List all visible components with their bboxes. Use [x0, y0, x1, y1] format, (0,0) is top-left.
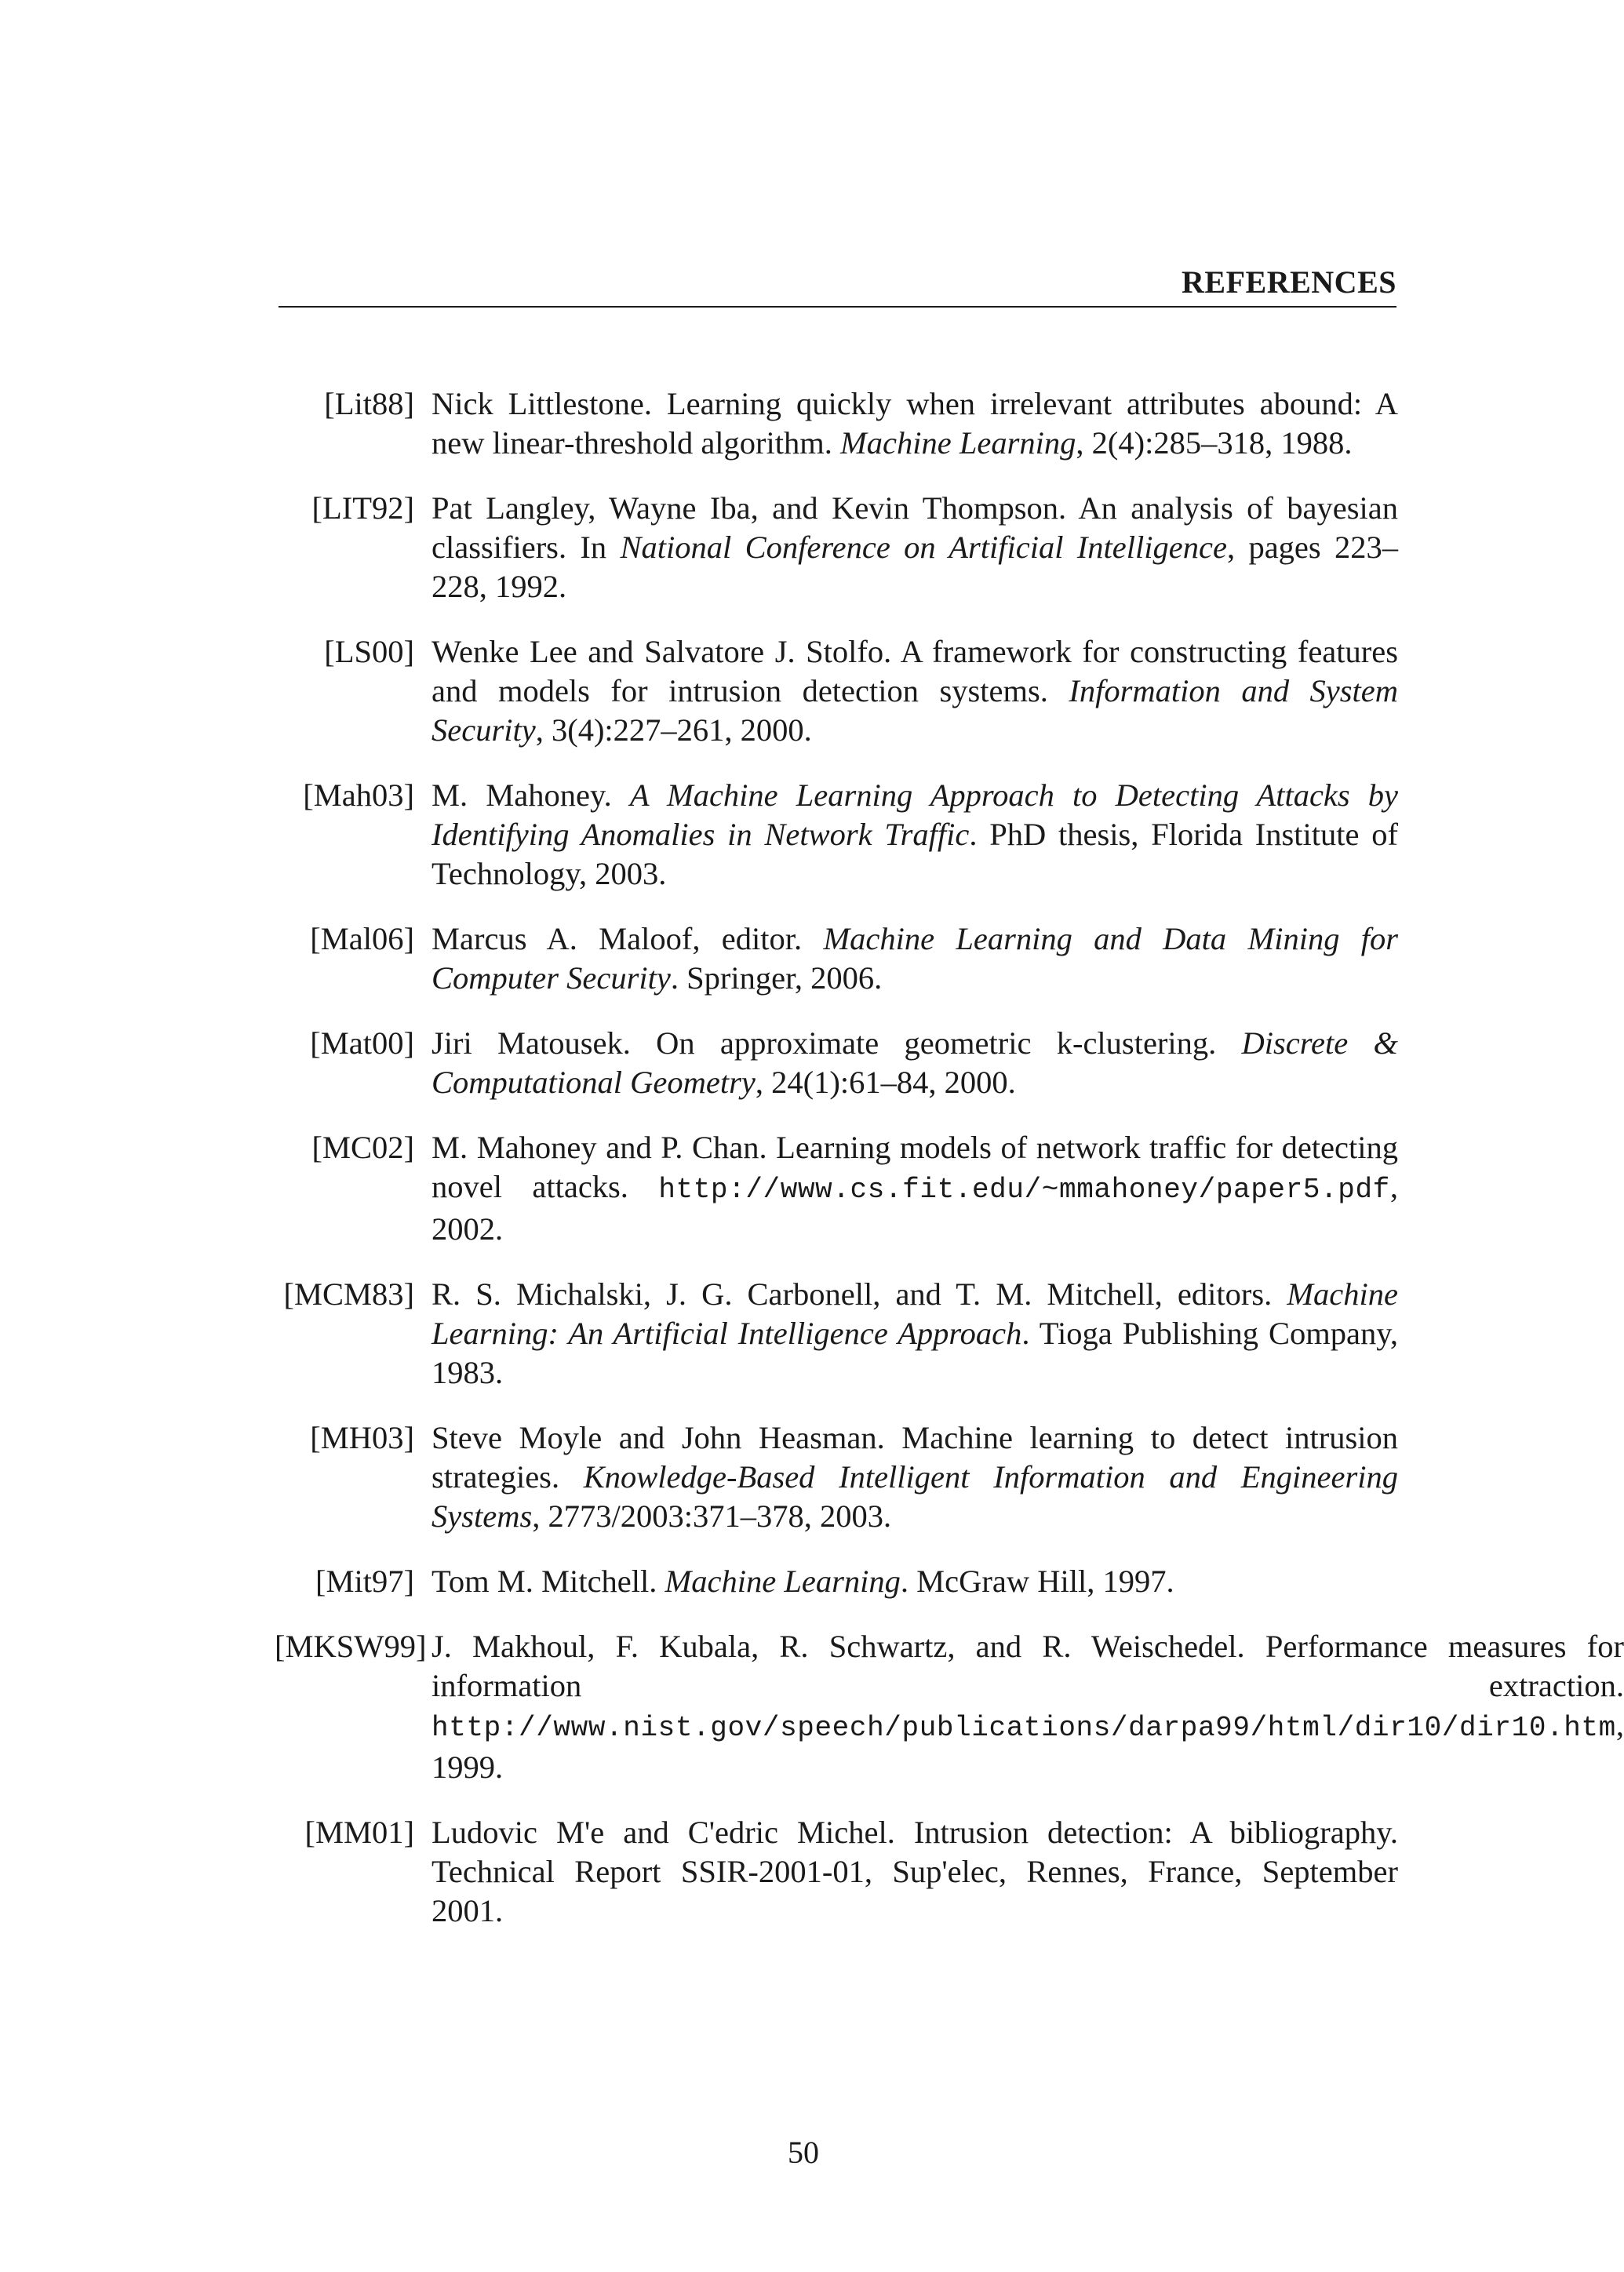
reference-label: [Mah03] — [303, 777, 414, 813]
reference-segment: . Tioga Publishing Company, 1983. — [431, 1316, 1399, 1390]
reference-segment: , 1999. — [431, 1707, 1624, 1785]
reference-label: [MH03] — [310, 1420, 414, 1455]
reference-label: [LIT92] — [311, 490, 414, 526]
reference-label: [Mat00] — [310, 1025, 414, 1061]
reference-text — [431, 1627, 1624, 1787]
reference-segment: , 2002. — [431, 1169, 1398, 1247]
reference-title: Information and System Security — [431, 673, 1398, 748]
reference-entry — [275, 384, 1398, 463]
reference-label: [MM01] — [304, 1815, 414, 1850]
reference-label: [Mit97] — [315, 1564, 414, 1599]
reference-entry — [275, 1128, 1398, 1249]
reference-text — [431, 919, 1398, 998]
reference-segment: Marcus A. Maloof, editor. — [431, 921, 824, 956]
reference-segment: Wenke Lee and Salvatore J. Stolfo. A framework for constructing features and models for intrusion detection systems. — [431, 634, 1398, 708]
reference-title: Knowledge-Based Intelligent Information and Engineering Systems — [431, 1459, 1398, 1534]
reference-segment: , 2773/2003:371–378, 2003. — [532, 1498, 892, 1534]
reference-segment: , 24(1):61–84, 2000. — [755, 1065, 1016, 1100]
reference-segment: , 2(4):285–318, 1988. — [1076, 425, 1353, 461]
reference-text — [431, 1024, 1398, 1102]
reference-segment: R. S. Michalski, J. G. Carbonell, and T. M. Mitchell, editors. — [431, 1276, 1287, 1312]
reference-url: http://www.nist.gov/speech/publications/darpa99/html/dir10/dir10.htm — [431, 1712, 1616, 1744]
reference-title: National Conference on Artificial Intelligence — [620, 530, 1227, 565]
reference-entry — [275, 1024, 1398, 1102]
reference-title: Machine Learning — [840, 425, 1076, 461]
reference-label: [LS00] — [324, 634, 414, 669]
reference-segment: Steve Moyle and John Heasman. Machine learning to detect intrusion strategies. — [431, 1420, 1398, 1495]
reference-url: http://www.cs.fit.edu/~mmahoney/paper5.pdf — [658, 1174, 1390, 1206]
header-rule — [279, 306, 1396, 308]
reference-segment: Jiri Matousek. On approximate geometric k-clustering. — [431, 1025, 1242, 1061]
reference-text — [431, 1813, 1398, 1931]
reference-segment: Ludovic M'e and C'edric Michel. Intrusion detection: A bibliography. Technical Report SSIR-2001-01, Sup'elec, Rennes, France, September 2001. — [431, 1815, 1398, 1928]
reference-text — [431, 489, 1398, 606]
reference-title: Machine Learning: An Artificial Intelligence Approach — [431, 1276, 1398, 1351]
reference-title: A Machine Learning Approach to Detecting Attacks by Identifying Anomalies in Network Traffic — [431, 777, 1399, 852]
reference-text — [431, 1275, 1398, 1393]
reference-entry — [275, 1627, 1624, 1787]
reference-entry — [275, 489, 1398, 606]
reference-label: [MCM83] — [283, 1276, 414, 1312]
page-number: 50 — [788, 2135, 819, 2170]
reference-label: [Mal06] — [310, 921, 414, 956]
reference-title: Discrete & Computational Geometry — [431, 1025, 1399, 1100]
reference-text — [431, 1128, 1398, 1249]
reference-text — [431, 384, 1398, 463]
reference-segment: . PhD thesis, Florida Institute of Technology, 2003. — [431, 817, 1398, 891]
reference-segment: M. Mahoney and P. Chan. Learning models of network traffic for detecting novel attacks. — [431, 1130, 1398, 1204]
reference-entry — [275, 776, 1398, 894]
reference-entry — [275, 1562, 1398, 1601]
reference-segment: Pat Langley, Wayne Iba, and Kevin Thompson. An analysis of bayesian classifiers. In — [431, 490, 1398, 565]
reference-entry — [275, 632, 1398, 750]
reference-label: [MKSW99] — [275, 1629, 427, 1664]
reference-segment: J. Makhoul, F. Kubala, R. Schwartz, and R. Weischedel. Performance measures for information extraction. — [431, 1629, 1624, 1703]
reference-text — [431, 1562, 1398, 1601]
reference-text — [431, 1418, 1398, 1536]
reference-segment: Tom M. Mitchell. — [431, 1564, 665, 1599]
reference-entry — [275, 919, 1398, 998]
running-header: REFERENCES — [1182, 264, 1396, 300]
reference-segment: M. Mahoney. — [431, 777, 630, 813]
reference-text — [431, 632, 1398, 750]
reference-label: [MC02] — [311, 1130, 414, 1165]
reference-entry — [275, 1418, 1398, 1536]
reference-segment: . Springer, 2006. — [670, 960, 883, 996]
reference-title: Machine Learning and Data Mining for Computer Security — [431, 921, 1398, 996]
reference-entry — [275, 1275, 1398, 1393]
reference-segment: , 3(4):227–261, 2000. — [535, 712, 812, 748]
reference-segment: Nick Littlestone. Learning quickly when irrelevant attributes abound: A new linear-threshold algorithm. — [431, 386, 1398, 461]
reference-entry — [275, 1813, 1398, 1931]
reference-text — [431, 776, 1398, 894]
reference-segment: . McGraw Hill, 1997. — [900, 1564, 1174, 1599]
reference-label: [Lit88] — [324, 386, 414, 421]
reference-title: Machine Learning — [665, 1564, 901, 1599]
reference-segment: , pages 223–228, 1992. — [431, 530, 1399, 604]
reference-list — [275, 384, 1624, 1957]
